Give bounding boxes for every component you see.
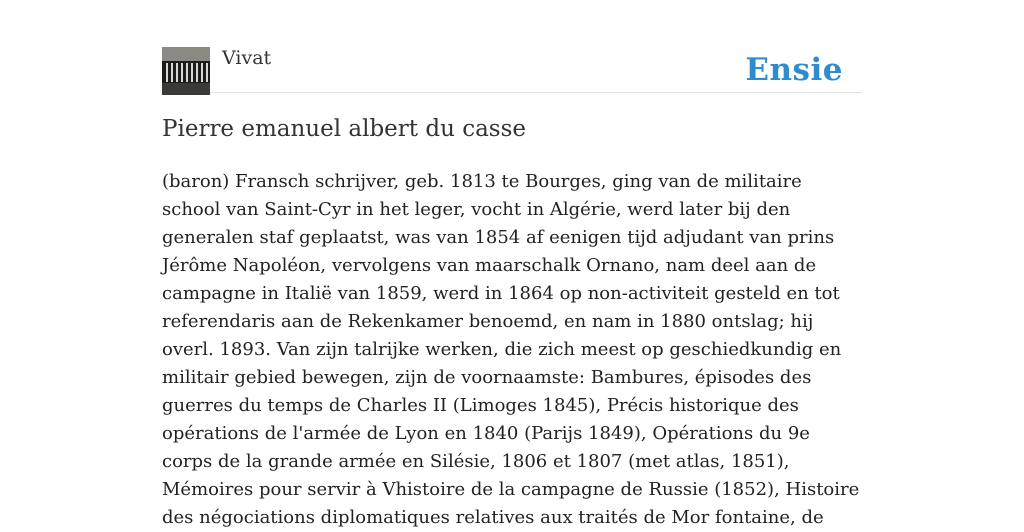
vinyl-records-photo-icon	[162, 47, 210, 95]
brand-logo[interactable]: Ensie	[745, 52, 843, 88]
article-body: (baron) Fransch schrijver, geb. 1813 te Bourges, ging van de militaire school van Saint-Cyr in het leger, vocht in Algérie, werd later bij den generalen staf geplaatst, was van 1854 af eenigen tijd adjudant van prins Jérôme Napoléon, vervolgens van maarschalk Ornano, nam deel aan de campagne in Italië van 1859, werd in 1864 op non-activiteit gesteld en tot referendaris aan de Rekenkamer benoemd, en nam in 1880 ontslag; hij overl. 1893. Van zijn talrijke werken, die zich meest op geschiedkundig en militair gebied bewegen, zijn de voornaamste: Bambures, épisodes des guerres du temps de Charles II (Limoges 1845), Précis historique des opérations de l'armée de Lyon en 1840 (Parijs 1849), Opérations du 9e corps de la grande armée en Silésie, 1806 et 1807 (met atlas, 1851), Mémoires pour servir à Vhistoire de la campagne de Russie (1852), Histoire des négociations diplomatiques relatives aux traités de Mor fontaine, de	[162, 171, 860, 528]
avatar[interactable]	[162, 47, 210, 95]
site-header	[162, 44, 862, 93]
page-title: Pierre emanuel albert du casse	[162, 116, 527, 142]
site-name[interactable]: Vivat	[222, 47, 272, 69]
